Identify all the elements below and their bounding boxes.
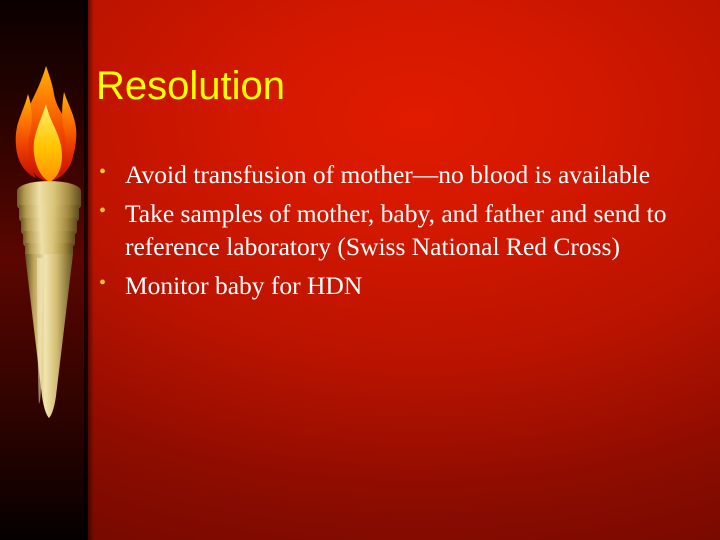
bullet-icon: • — [99, 200, 107, 223]
list-item — [96, 269, 692, 302]
torch-icon — [6, 58, 92, 428]
list-item-text: Monitor baby for HDN — [125, 271, 363, 301]
slide-bullet-list — [96, 158, 692, 309]
slide-title: Resolution — [96, 64, 286, 108]
list-item-text: Take samples of mother, baby, and father and send to reference laboratory (Swiss National Red Cross) — [125, 199, 667, 262]
list-item-text: Avoid transfusion of mother—no blood is available — [125, 160, 651, 189]
list-item — [96, 197, 692, 263]
list-item — [96, 158, 692, 191]
bullet-icon: • — [99, 272, 107, 295]
bullet-icon: • — [99, 161, 107, 183]
